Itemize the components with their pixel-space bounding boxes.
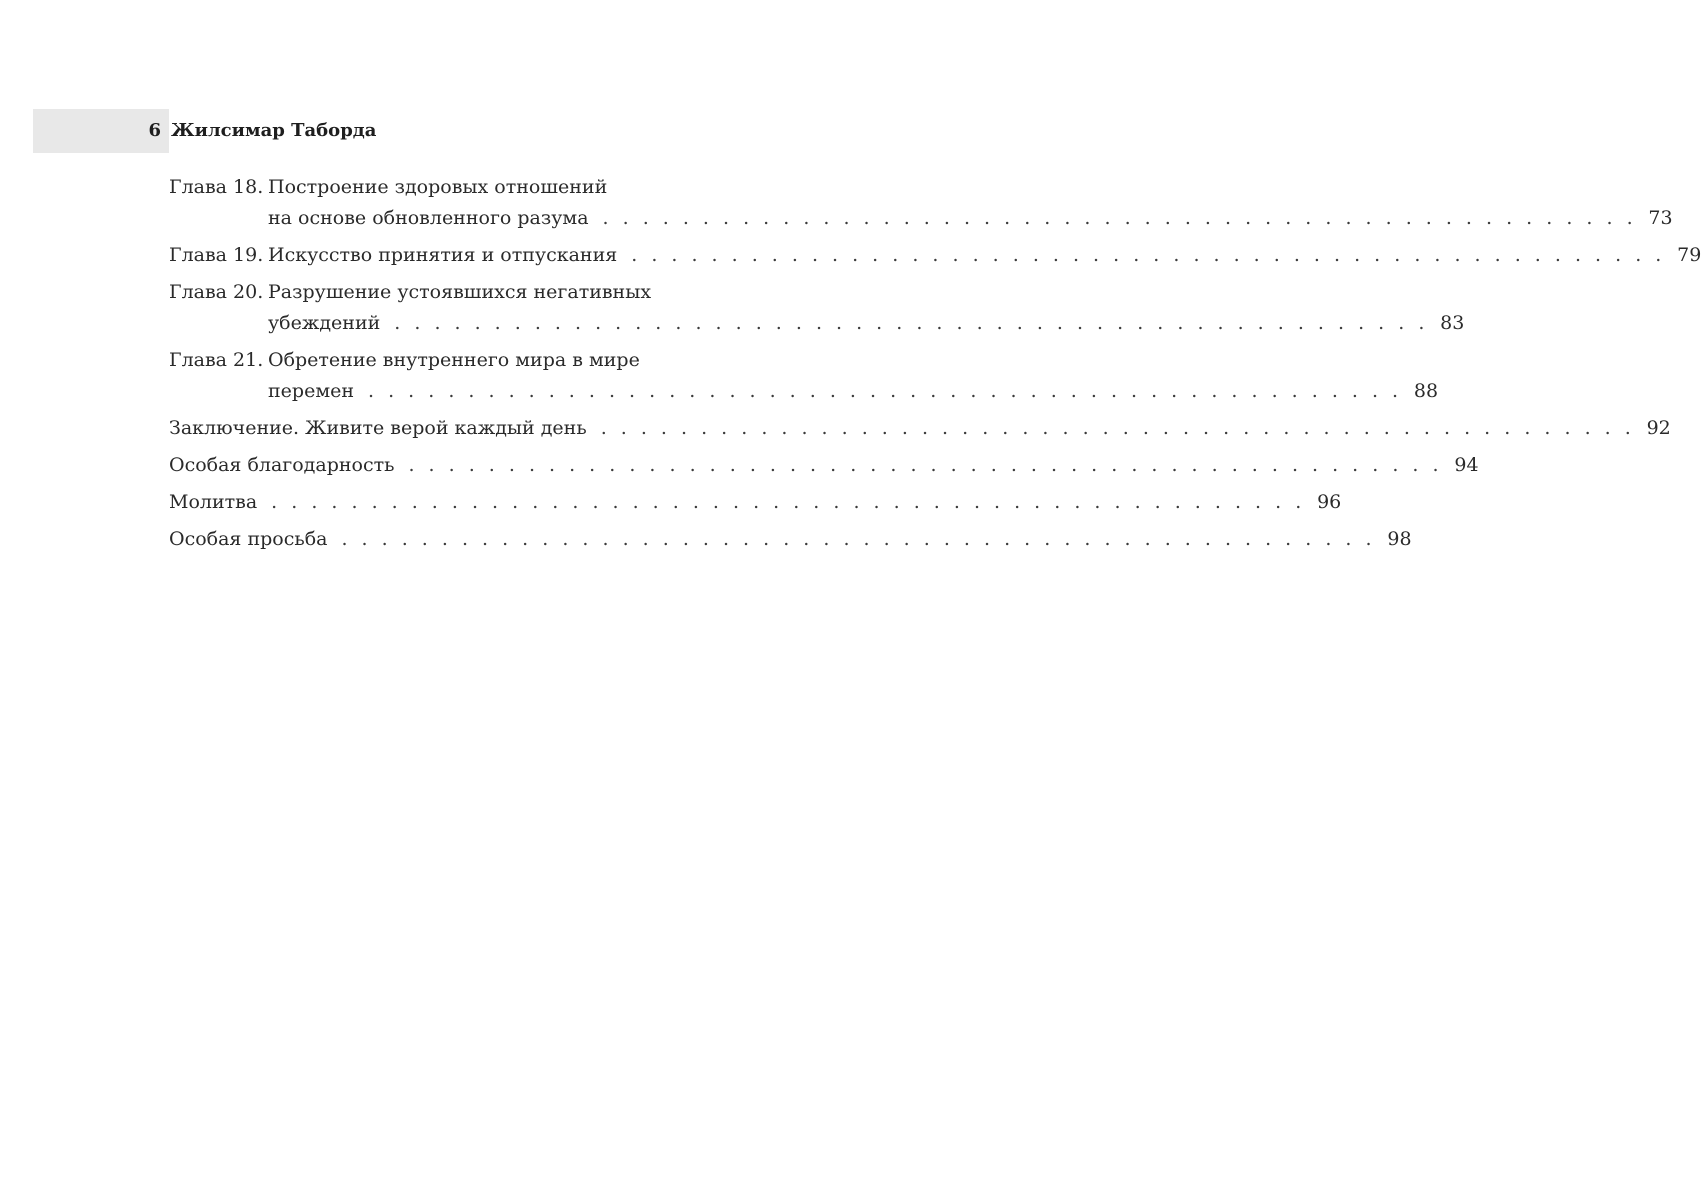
toc-entry-line xyxy=(169,277,759,308)
toc-entry-line xyxy=(169,308,1465,339)
table-of-contents xyxy=(169,172,1701,561)
toc-chapter-number: Глава 18. xyxy=(169,176,264,198)
page-number: 6 xyxy=(148,120,161,141)
dot-leader: . . . . . . . . . . . . . . . . . . . . . . . . . . . . . . . . . . . . . . . . . . . . . . . . . . . . xyxy=(271,491,1306,513)
toc-page-number: 98 xyxy=(1387,528,1412,550)
toc-entry-line xyxy=(169,376,1439,407)
toc-chapter-number: Глава 19. xyxy=(169,244,264,266)
toc-entry-line xyxy=(169,203,1673,234)
toc-entry-line xyxy=(169,524,1412,555)
toc-page-number: 88 xyxy=(1413,380,1439,402)
toc-title: Молитва xyxy=(169,491,258,513)
toc-entry-line xyxy=(169,413,1671,444)
toc-entry-line xyxy=(169,345,759,376)
toc-page-number: 94 xyxy=(1454,454,1479,476)
toc-entry-line xyxy=(169,487,1342,518)
toc-title: на основе обновленного разума xyxy=(268,207,589,229)
toc-title: Искусство принятия и отпускания xyxy=(268,244,618,266)
toc-page-number: 79 xyxy=(1677,244,1701,266)
dot-leader: . . . . . . . . . . . . . . . . . . . . . . . . . . . . . . . . . . . . . . . . . . . . . . . . . . . . xyxy=(600,417,1635,439)
running-head-author: Жилсимар Таборда xyxy=(171,120,377,141)
toc-title: Заключение. Живите верой каждый день xyxy=(169,417,587,439)
toc-title: перемен xyxy=(268,380,355,402)
toc-entry-line xyxy=(169,172,759,203)
toc-entry-line xyxy=(169,240,1701,271)
toc-title: убеждений xyxy=(268,312,381,334)
toc-entry xyxy=(169,413,1671,444)
toc-title: Особая благодарность xyxy=(169,454,395,476)
toc-entry xyxy=(169,345,1439,407)
dot-leader: . . . . . . . . . . . . . . . . . . . . . . . . . . . . . . . . . . . . . . . . . . . . . . . . . . . . xyxy=(408,454,1443,476)
toc-chapter-number: Глава 21. xyxy=(169,349,264,371)
toc-page-number: 73 xyxy=(1648,207,1673,229)
toc-entry-line xyxy=(169,450,1479,481)
running-head xyxy=(33,109,633,153)
toc-page-number: 92 xyxy=(1646,417,1671,439)
toc-entry xyxy=(169,487,1342,518)
toc-page-number: 83 xyxy=(1440,312,1465,334)
toc-entry xyxy=(169,524,1412,555)
toc-title: Построение здоровых отношений xyxy=(268,176,608,198)
dot-leader: . . . . . . . . . . . . . . . . . . . . . . . . . . . . . . . . . . . . . . . . . . . . . . . . . . . . xyxy=(341,528,1376,550)
toc-chapter-number: Глава 20. xyxy=(169,281,264,303)
toc-entry xyxy=(169,450,1479,481)
toc-entry xyxy=(169,240,1701,271)
toc-title: Особая просьба xyxy=(169,528,328,550)
dot-leader: . . . . . . . . . . . . . . . . . . . . . . . . . . . . . . . . . . . . . . . . . . . . . . . . . . . . xyxy=(394,312,1429,334)
toc-entry xyxy=(169,172,1673,234)
dot-leader: . . . . . . . . . . . . . . . . . . . . . . . . . . . . . . . . . . . . . . . . . . . . . . . . . . . . xyxy=(368,380,1403,402)
toc-title: Разрушение устоявшихся негативных xyxy=(268,281,652,303)
toc-page-number: 96 xyxy=(1317,491,1342,513)
toc-entry xyxy=(169,277,1465,339)
toc-title: Обретение внутреннего мира в мире xyxy=(268,349,640,371)
dot-leader: . . . . . . . . . . . . . . . . . . . . . . . . . . . . . . . . . . . . . . . . . . . . . . . . . . . . xyxy=(631,244,1666,266)
dot-leader: . . . . . . . . . . . . . . . . . . . . . . . . . . . . . . . . . . . . . . . . . . . . . . . . . . . . xyxy=(602,207,1637,229)
